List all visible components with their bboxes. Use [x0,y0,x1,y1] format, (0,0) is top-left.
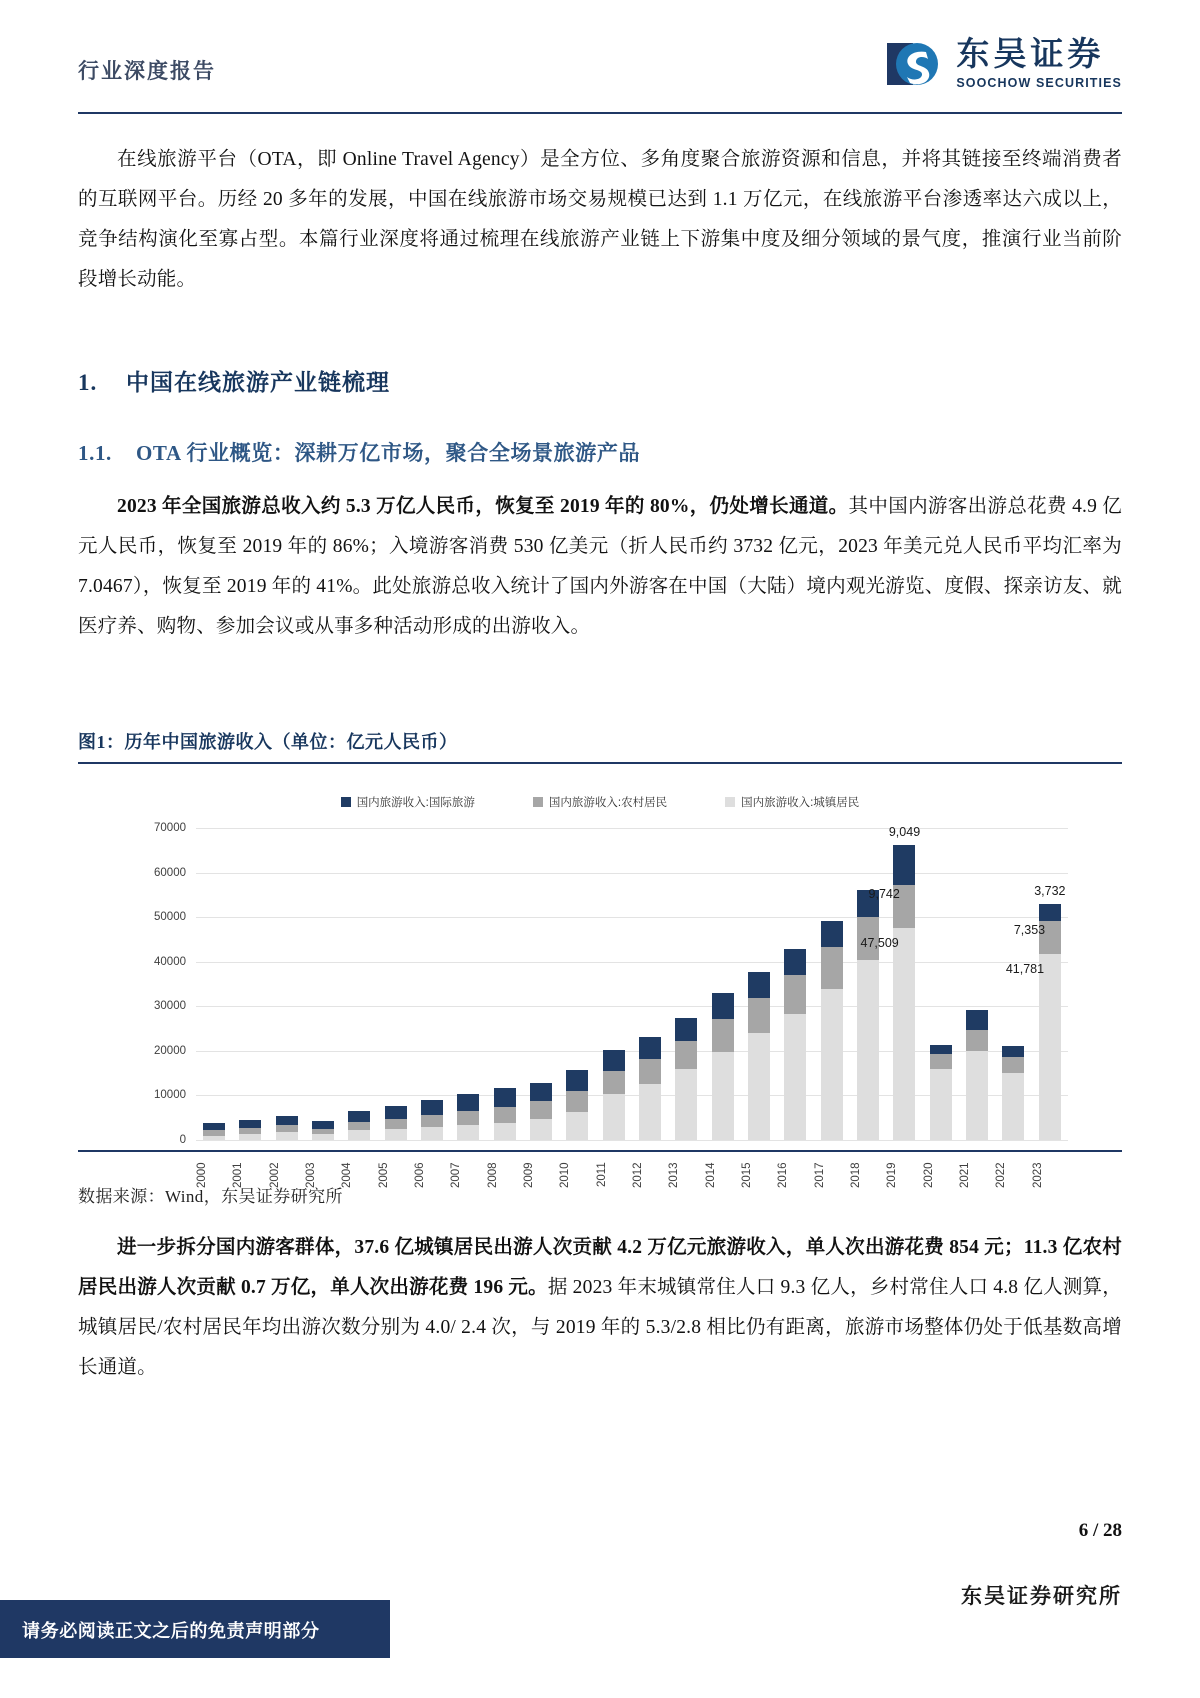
bar-column [632,828,668,1140]
bar-column [269,828,305,1140]
bar-column [414,828,450,1140]
bar-column [378,828,414,1140]
stacked-bar [784,949,806,1140]
bar-segment [566,1112,588,1140]
section-number: 1. [78,370,98,395]
bar-segment [276,1125,298,1132]
subsection-title: OTA 行业概览：深耕万亿市场，聚合全场景旅游产品 [136,441,641,465]
figure-caption: 图1：历年中国旅游收入（单位：亿元人民币） [78,732,458,752]
stacked-bar [712,993,734,1140]
stacked-bar [276,1116,298,1140]
stacked-bar [203,1123,225,1140]
x-axis-tick-label: 2018 [849,1162,862,1188]
footer-disclaimer-bar [0,1600,390,1658]
bar-segment [748,972,770,998]
footer-brand: 东吴证券研究所 [961,1584,1122,1608]
bar-segment [312,1121,334,1129]
page-header [0,0,1200,118]
stacked-bar [675,1018,697,1140]
bar-column [487,828,523,1140]
stacked-bar [748,972,770,1140]
bar-segment [457,1125,479,1140]
x-axis-tick-label: 2010 [559,1162,572,1188]
legend-swatch-icon [341,797,351,807]
bar-segment [530,1119,552,1140]
bar-segment [457,1111,479,1125]
bar-segment [494,1088,516,1106]
x-axis-tick-label: 2001 [232,1162,245,1188]
figure-1 [78,728,1122,1207]
bar-segment [203,1123,225,1130]
data-label: 7,353 [1013,923,1046,937]
paragraph-bold-lead: 2023 年全国旅游总收入约 5.3 万亿人民币，恢复至 2019 年的 80%，仍处增长通道。 [117,496,849,517]
bar-column [341,828,377,1140]
bar-segment [603,1094,625,1140]
x-axis-tick-label: 2003 [304,1162,317,1188]
bar-column [305,828,341,1140]
x-axis-tick-label: 2015 [740,1162,753,1188]
bar-segment [675,1018,697,1041]
bar-column [668,828,704,1140]
bar-segment [530,1101,552,1119]
section-title: 中国在线旅游产业链梳理 [126,370,390,395]
document-body-lower [78,1228,1122,1388]
bar-segment [312,1134,334,1140]
legend-label: 国内旅游收入:农村居民 [548,797,668,809]
stacked-bar [639,1037,661,1140]
x-axis-tick-label: 2022 [995,1162,1008,1188]
bar-segment [1039,954,1061,1140]
bar-segment [784,975,806,1014]
data-label: 47,509 [860,936,899,951]
bar-segment [639,1084,661,1140]
stacked-bar [1002,1046,1024,1140]
x-axis-tick-label: 2002 [268,1162,281,1188]
data-label: 9,049 [888,824,921,839]
gridline [196,1140,1068,1141]
bar-segment [603,1071,625,1093]
bar-segment [966,1010,988,1030]
bar-column [596,828,632,1140]
bar-segment [784,949,806,975]
bar-column [886,828,922,1140]
data-label: 9,742 [868,886,900,901]
section-heading-1 [78,364,1122,397]
stacked-bar [239,1120,261,1140]
bar-segment [639,1037,661,1059]
bar-segment [1002,1057,1024,1073]
chart-legend [78,794,1122,810]
bar-column [450,828,486,1140]
y-axis-tick-label: 0 [179,1134,186,1146]
y-axis-tick-label: 40000 [154,955,186,968]
subsection-number: 1.1. [78,441,112,465]
legend-label: 国内旅游收入:国际旅游 [356,797,475,809]
x-axis-tick-label: 2017 [813,1162,826,1188]
bar-segment [385,1129,407,1140]
y-axis-tick-label: 10000 [154,1089,186,1102]
bar-column [705,828,741,1140]
stacked-bar [966,1010,988,1140]
bar-column [196,828,232,1140]
bar-segment [893,845,915,885]
bar-segment [675,1041,697,1069]
bar-segment [494,1107,516,1123]
document-body [78,140,1122,647]
bar-column [923,828,959,1140]
legend-item [725,794,859,810]
stacked-bar [821,921,843,1140]
x-axis-tick-label: 2011 [595,1162,608,1188]
stacked-bar [530,1083,552,1140]
figure-frame [78,762,1122,1188]
x-axis-tick-label: 2008 [486,1162,499,1188]
legend-label: 国内旅游收入:城镇居民 [741,797,860,809]
bar-column [1032,828,1068,1140]
bar-segment [494,1123,516,1140]
x-axis-tick-label: 2021 [958,1162,971,1188]
bar-segment [821,947,843,988]
bar-segment [421,1100,443,1115]
brand-name-cn: 东吴证券 [956,37,1105,74]
company-logo [883,33,1122,95]
stacked-bar [603,1050,625,1140]
bar-segment [385,1106,407,1119]
x-axis-tick-label: 2013 [668,1162,681,1188]
bar-segment [1039,904,1061,921]
y-axis-tick-label: 50000 [154,911,186,924]
bar-segment [457,1094,479,1111]
bar-segment [966,1030,988,1051]
bar-segment [348,1130,370,1140]
x-axis-tick-label: 2019 [886,1162,899,1188]
legend-swatch-icon [533,797,543,807]
bar-segment [930,1054,952,1069]
x-axis-tick-label: 2020 [922,1162,935,1188]
bar-segment [530,1083,552,1101]
y-axis-tick-label: 60000 [154,866,186,879]
intro-paragraph: 在线旅游平台（OTA，即 Online Travel Agency）是全方位、多角度聚合旅游资源和信息，并将其链接至终端消费者的互联网平台。历经 20 多年的发展，中国在线旅游市场交易规模已达到 1.1 万亿元，在线旅游平台渗透率达六成以上，竞争结构演化至寡占型。本篇行业深度将通过梳理在线旅游产业链上下游集中度及细分领域的景气度，推演行业当前阶段增长动能。 [78,149,1122,290]
x-axis-tick-label: 2023 [1031,1162,1044,1188]
bar-segment [930,1045,952,1054]
stacked-bar [421,1100,443,1140]
x-axis-tick-label: 2000 [196,1162,208,1188]
chart-plot-area [196,824,1068,1140]
bar-segment [893,928,915,1140]
data-label: 41,781 [1005,961,1045,976]
stacked-bar [857,890,879,1140]
stacked-bar [348,1111,370,1141]
bar-segment [421,1127,443,1140]
bar-segment [603,1050,625,1072]
header-divider [78,112,1122,114]
stacked-bar [930,1045,952,1140]
brand-name-en: SOOCHOW SECURITIES [956,75,1122,90]
page-number: 6 / 28 [1078,1520,1122,1541]
bar-segment [712,993,734,1018]
paragraph-segments [78,1228,1122,1388]
report-type-label: 行业深度报告 [78,59,216,83]
stacked-bar [385,1106,407,1140]
stacked-bar [1039,904,1061,1140]
x-axis-tick-label: 2005 [377,1162,390,1188]
y-axis-tick-label: 30000 [154,1000,186,1013]
legend-swatch-icon [725,797,735,807]
bar-segment [276,1116,298,1125]
bar-column [777,828,813,1140]
bar-segment [821,989,843,1140]
bar-segment [821,921,843,948]
paragraph-segments-bold-lead: 进一步拆分国内游客群体，37.6 亿城镇居民出游人次贡献 4.2 万亿元旅游收入，单人次出游花费 854 元；11.3 亿农村居民出游人次贡献 0.7 万亿，单人次出游花费 196 元。 [78,1237,1122,1298]
stacked-bar [312,1121,334,1140]
chart-area [108,820,1092,1188]
bar-segment [566,1091,588,1112]
paragraph-segments-rest: 据 2023 年末城镇常住人口 9.3 亿人，乡村常住人口 4.8 亿人测算，城镇居民/农村居民年均出游次数分别为 4.0/ 2.4 次，与 2019 年的 5.3/2.8 相比仍有距离，旅游市场整体仍处于低基数高增长通道。 [78,1277,1122,1378]
bar-segment [675,1069,697,1140]
legend-item [533,794,667,810]
bar-segment [203,1136,225,1141]
paragraph-total-revenue [78,487,1122,647]
bar-segment [348,1111,370,1122]
bar-column [959,828,995,1140]
bar-segment [239,1134,261,1140]
paragraph-rest: 其中国内游客出游总花费 4.9 亿元人民币，恢复至 2019 年的 86%；入境游客消费 530 亿美元（折人民币约 3732 亿元，2023 年美元兑人民币平均汇率为 7.0467），恢复至 2019 年的 41%。此处旅游总收入统计了国内外游客在中国（大陆）境内观光游览、度假、探亲访友、就医疗养、购物、参加会议或从事多种活动形成的出游收入。 [78,496,1123,637]
data-label: 3,732 [1034,884,1066,899]
bar-segment [712,1019,734,1052]
x-axis-tick-label: 2016 [777,1162,790,1188]
bar-segment [566,1070,588,1090]
bar-column [850,828,886,1140]
bar-column [559,828,595,1140]
bar-segment [748,998,770,1034]
stacked-bar [494,1088,516,1140]
x-axis-tick-label: 2012 [631,1162,644,1188]
x-axis-tick-label: 2009 [522,1162,535,1188]
bar-segment [1002,1073,1024,1140]
subsection-heading-1-1 [78,437,1122,467]
bar-column [523,828,559,1140]
stacked-bar [457,1094,479,1140]
bar-segment [784,1014,806,1140]
bar-segment [239,1120,261,1128]
soochow-logo-icon [883,33,945,95]
x-axis-tick-label: 2007 [450,1162,463,1188]
bar-segment [930,1069,952,1140]
bar-segment [966,1051,988,1140]
y-axis-tick-label: 20000 [154,1044,186,1057]
bar-column [995,828,1031,1140]
bar-column [814,828,850,1140]
bar-segment [421,1115,443,1127]
bar-segment [712,1052,734,1140]
x-axis-tick-label: 2006 [413,1162,426,1188]
footer-disclaimer-text: 请务必阅读正文之后的免责声明部分 [22,1621,320,1641]
bar-segment [385,1119,407,1129]
bar-column [232,828,268,1140]
bar-segment [857,960,879,1140]
figure-source: 数据来源：Wind，东吴证券研究所 [78,1187,343,1206]
chart-x-axis-labels [196,1152,1068,1198]
bar-segment [639,1059,661,1084]
bar-segment [276,1132,298,1140]
stacked-bar [566,1070,588,1140]
y-axis-tick-label: 70000 [154,822,186,834]
x-axis-tick-label: 2014 [704,1162,717,1188]
x-axis-tick-label: 2004 [341,1162,354,1188]
bar-segment [748,1033,770,1140]
bar-segment [1002,1046,1024,1057]
bar-column [741,828,777,1140]
legend-item [341,794,475,810]
bar-segment [348,1122,370,1130]
